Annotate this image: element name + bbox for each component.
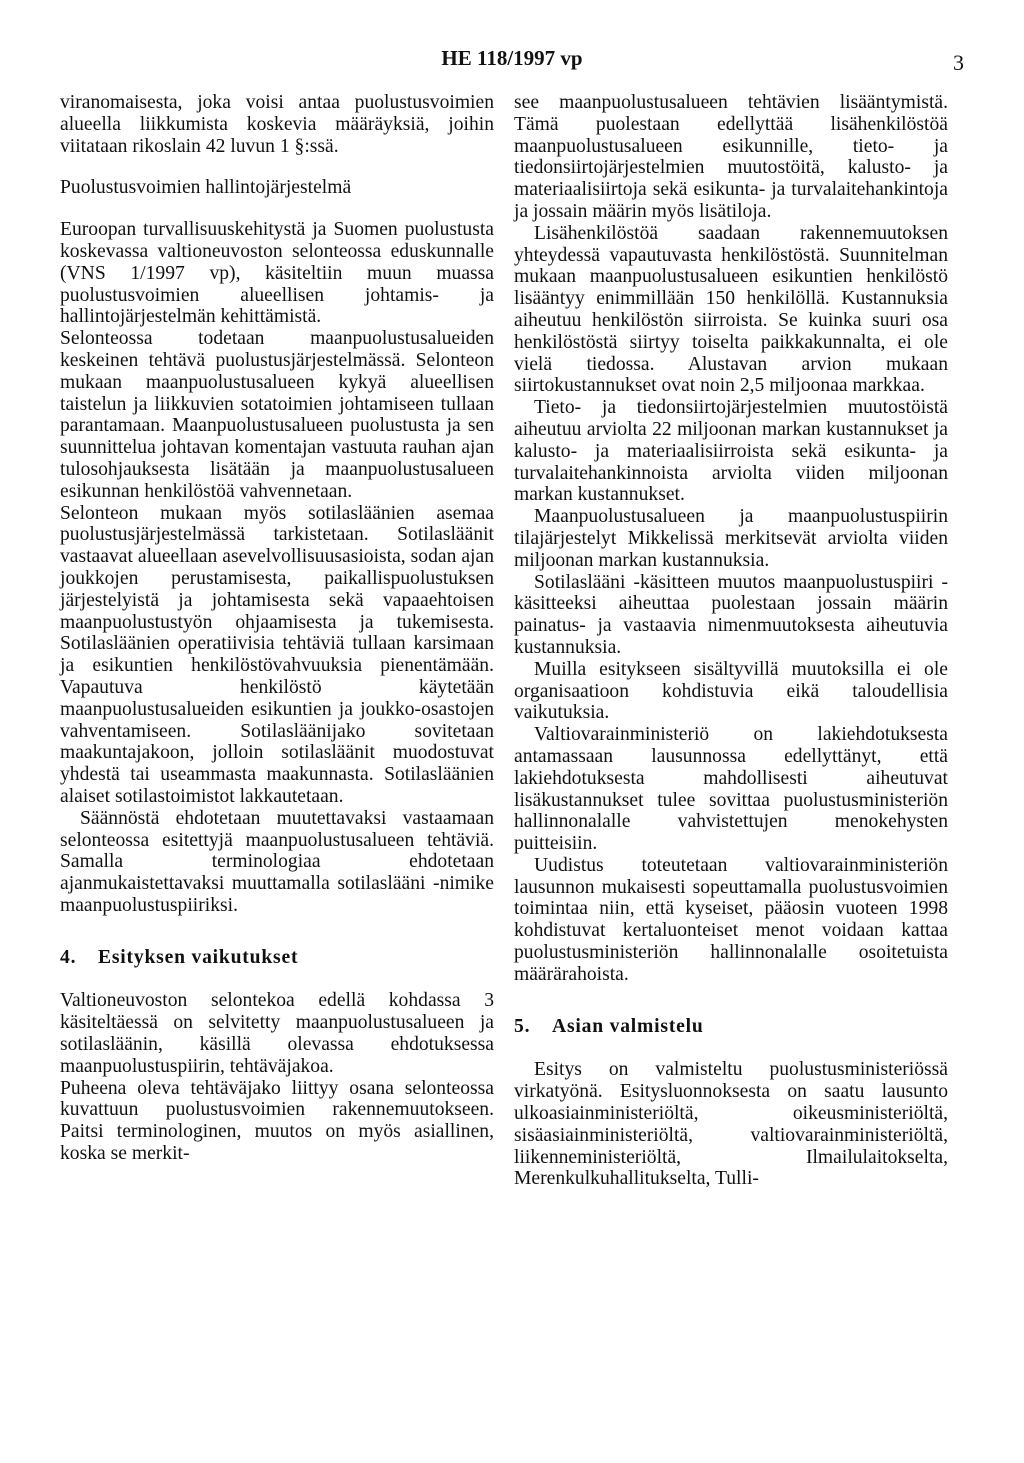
paragraph: Muilla esitykseen sisältyvillä muutoksilla ei ole organisaatioon kohdistuvia eikä taloudellisia vaikutuksia. <box>514 658 948 724</box>
section-heading <box>60 947 494 969</box>
section-title: Asian valmistelu <box>552 1015 704 1037</box>
paragraph: Valtioneuvoston selontekoa edellä kohdassa 3 käsiteltäessä on selvitetty maanpuolustusalueen ja sotilasläänin, käsillä olevassa ehdotuksessa maanpuolustuspiirin, tehtäväjakoa. <box>60 990 494 1077</box>
paragraph: Uudistus toteutetaan valtiovarainministeriön lausunnon mukaisesti sopeuttamalla puolustusvoimien toimintaa niin, että kyseiset, pääosin vuoteen 1998 kohdistuvat kertaluonteiset menot voidaan kattaa puolustusministeriön hallinnonalalle osoitetuista määrärahoista. <box>514 854 948 985</box>
section-heading <box>514 1016 948 1038</box>
paragraph: see maanpuolustusalueen tehtävien lisääntymistä. Tämä puolestaan edellyttää lisähenkilöstöä maanpuolustusalueen esikunnille, tieto- ja tiedonsiirtojärjestelmien muutostöitä, kalusto- ja materiaalisiirtoja sekä esikunta- ja turvalaitehankintoja ja jossain määrin myös lisätiloja. <box>514 92 948 222</box>
paragraph: Valtiovarainministeriö on lakiehdotuksesta antamassaan lausunnossa edellyttänyt, että lakiehdotuksesta mahdollisesti aiheutuvat lisäkustannukset tulee sovittaa puolustusministeriön hallinnonalalle vahvistettujen menokehysten puitteisiin. <box>514 724 948 855</box>
right-column <box>514 92 948 1190</box>
paragraph: Sotilaslääni -käsitteen muutos maanpuolustuspiiri -käsitteeksi aiheuttaa puolestaan jossain määrin painatus- ja vastaavia nimenmuutoksesta aiheutuvia kustannuksia. <box>514 571 948 658</box>
section-number: 4. <box>60 946 77 968</box>
page-header <box>0 46 1024 76</box>
paragraph: Puheena oleva tehtäväjako liittyy osana selonteossa kuvattuun puolustusvoimien rakennemuutokseen. Paitsi terminologinen, muutos on myös asiallinen, koska se merkit- <box>60 1077 494 1165</box>
document-identifier: HE 118/1997 vp <box>441 46 583 70</box>
subheading: Puolustusvoimien hallintojärjestelmä <box>60 177 352 199</box>
paragraph: Esitys on valmisteltu puolustusministeriössä virkatyönä. Esitysluonnoksesta on saatu lausunto ulkoasiainministeriöltä, oikeusministeriöltä, sisäasiainministeriöltä, valtiovarainministeriöltä, liikenneministeriöltä, Ilmailulaitokselta, Merenkulkuhallitukselta, Tulli- <box>514 1059 948 1190</box>
left-column <box>60 92 494 1165</box>
paragraph: viranomaisesta, joka voisi antaa puolustusvoimien alueella liikkumista koskevia määräyksiä, joihin viitataan rikoslain 42 luvun 1 §:ssä. <box>60 92 494 157</box>
section-title: Esityksen vaikutukset <box>98 946 299 968</box>
page-number: 3 <box>953 50 964 75</box>
paragraph: Selonteon mukaan myös sotilasläänien asemaa puolustusjärjestelmässä tarkistetaan. Sotilasläänit vastaavat alueellaan asevelvollisuusasioista, sodan ajan joukkojen perustamisesta, paikallispuolustuksen järjestelyistä ja johtamisesta sekä vapaaehtoisen maanpuolustustyön ohjaamisesta ja tukemisesta. Sotilasläänien operatiivisia tehtäviä tullaan karsimaan ja esikuntien henkilöstövahvuuksia pienentämään. Vapautuva henkilöstö käytetään maanpuolustusalueiden esikuntien ja joukko-osastojen vahventamiseen. Sotilasläänijako sovitetaan maakuntajakoon, jolloin sotilasläänit muodostuvat yhdestä tai useammasta maakunnasta. Sotilasläänien alaiset sotilastoimistot lakkautetaan. <box>60 502 494 807</box>
paragraph: Selonteossa todetaan maanpuolustusalueiden keskeinen tehtävä puolustusjärjestelmässä. Selonteon mukaan maanpuolustusalueen kykyä alueellisen taistelun ja liikkuvien sotatoimien johtamiseen tullaan parantamaan. Maanpuolustusalueen puolustusta ja sen suunnittelua johtavan komentajan vastuuta rauhan ajan tulosohjauksesta lisätään ja maanpuolustusalueen esikunnan henkilöstöä vahvennetaan. <box>60 328 494 502</box>
paragraph: Tieto- ja tiedonsiirtojärjestelmien muutostöistä aiheutuu arviolta 22 miljoonan markan kustannukset ja kalusto- ja materiaalisiirroista sekä esikunta- ja turvalaitehankinnoista arviolta viiden miljoonan markan kustannukset. <box>514 397 948 506</box>
paragraph: Lisähenkilöstöä saadaan rakennemuutoksen yhteydessä vapautuvasta henkilöstöstä. Suunnitelman mukaan maanpuolustusalueen esikuntien henkilöstö lisääntyy enimmillään 150 henkilöllä. Kustannuksia aiheutuu henkilöstön siirroista. Se kuinka suuri osa henkilöstöstä siirtyy toiselta paikkakunnalta, ei ole vielä tiedossa. Alustavan arvion mukaan siirtokustannukset ovat noin 2,5 miljoonaa markkaa. <box>514 222 948 397</box>
paragraph: Maanpuolustusalueen ja maanpuolustuspiirin tilajärjestelyt Mikkelissä merkitsevät arviolta viiden miljoonan markan kustannuksia. <box>514 506 948 571</box>
paragraph: Euroopan turvallisuuskehitystä ja Suomen puolustusta koskevassa valtioneuvoston selonteossa eduskunnalle (VNS 1/1997 vp), käsiteltiin muun muassa puolustusvoimien alueellisen johtamis- ja hallintojärjestelmän kehittämistä. <box>60 219 494 328</box>
paragraph: Säännöstä ehdotetaan muutettavaksi vastaamaan selonteossa esitettyjä maanpuolustusalueen tehtäviä. Samalla terminologiaa ehdotetaan ajanmukaistettavaksi muuttamalla sotilaslääni -nimike maanpuolustuspiiriksi. <box>60 807 494 916</box>
section-number: 5. <box>514 1015 531 1037</box>
